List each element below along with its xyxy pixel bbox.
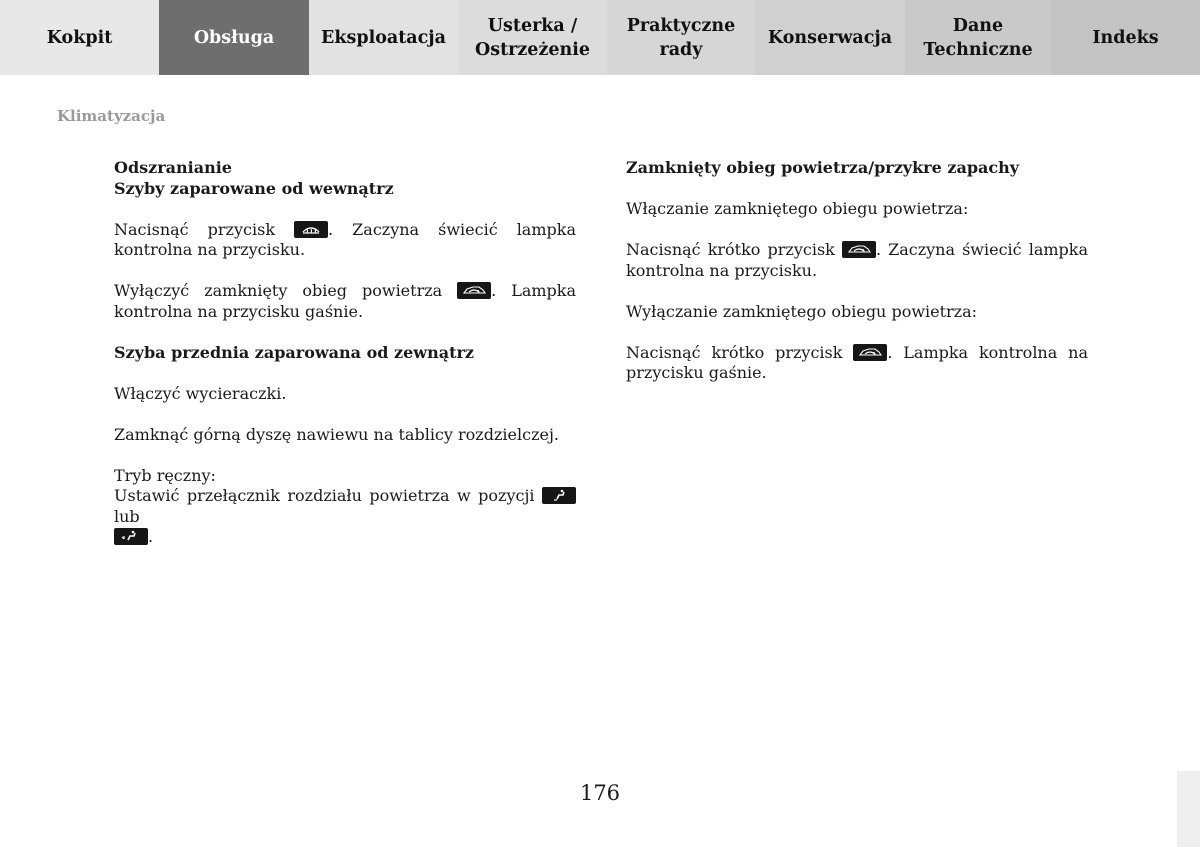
- airflow-footwell-icon: [114, 528, 148, 545]
- section-title: Klimatyzacja: [57, 107, 166, 125]
- tab-eksploatacja[interactable]: Eksploatacja: [309, 0, 458, 75]
- air-recirculation-icon: [842, 241, 876, 258]
- heading-fogged-inside: Szyby zaparowane od wewnątrz: [114, 178, 394, 198]
- page-number: 176: [579, 781, 621, 805]
- paragraph-air-distribution: Ustawić przełącznik rozdziału powietrza w pozycji lub .: [114, 486, 576, 548]
- paragraph-recirculation-on: Nacisnąć krótko przycisk . Zaczyna świecić lampka kontrolna na przycisku.: [626, 240, 1089, 280]
- left-column: [114, 158, 576, 568]
- paragraph-recirculation-off-title: Wyłączanie zamkniętego obiegu powietrza:: [626, 301, 978, 321]
- paragraph-press-defrost: Nacisnąć przycisk . Zaczyna świecić lampka kontrolna na przycisku.: [114, 219, 576, 259]
- windshield-defrost-icon: [294, 221, 328, 238]
- air-recirculation-icon: [853, 344, 887, 361]
- tab-indeks[interactable]: Indeks: [1051, 0, 1200, 75]
- heading-recirculation: Zamknięty obieg powietrza/przykre zapachy: [626, 158, 1020, 177]
- chapter-tabs: [0, 0, 1200, 75]
- tab-konserwacja[interactable]: Konserwacja: [755, 0, 905, 75]
- tab-praktyczne-rady[interactable]: Praktyczne rady: [607, 0, 755, 75]
- tab-obsluga[interactable]: Obsługa: [159, 0, 309, 75]
- paragraph-recirculation-off: Wyłączyć zamknięty obieg powietrza . Lampka kontrolna na przycisku gaśnie.: [114, 281, 577, 321]
- tab-usterka-ostrzezenie[interactable]: Usterka / Ostrzeżenie: [458, 0, 607, 75]
- paragraph-recirculation-off: Nacisnąć krótko przycisk . Lampka kontrolna na przycisku gaśnie.: [626, 342, 1088, 382]
- airflow-windshield-footwell-icon: [542, 487, 576, 504]
- page-edge-marker: [1177, 771, 1200, 847]
- paragraph-wipers: Włączyć wycieraczki.: [114, 383, 287, 403]
- air-recirculation-icon: [457, 282, 491, 299]
- tab-dane-techniczne[interactable]: Dane Techniczne: [905, 0, 1051, 75]
- paragraph-manual-mode: Tryb ręczny:: [114, 465, 216, 485]
- heading-fogged-outside: Szyba przednia zaparowana od zewnątrz: [114, 342, 474, 362]
- heading-defrost: Odszranianie: [114, 158, 232, 177]
- right-column: [626, 158, 1088, 404]
- tab-kokpit[interactable]: Kokpit: [0, 0, 159, 75]
- paragraph-recirculation-on-title: Włączanie zamkniętego obiegu powietrza:: [626, 199, 969, 218]
- paragraph-close-vent: Zamknąć górną dyszę nawiewu na tablicy rozdzielczej.: [114, 424, 560, 444]
